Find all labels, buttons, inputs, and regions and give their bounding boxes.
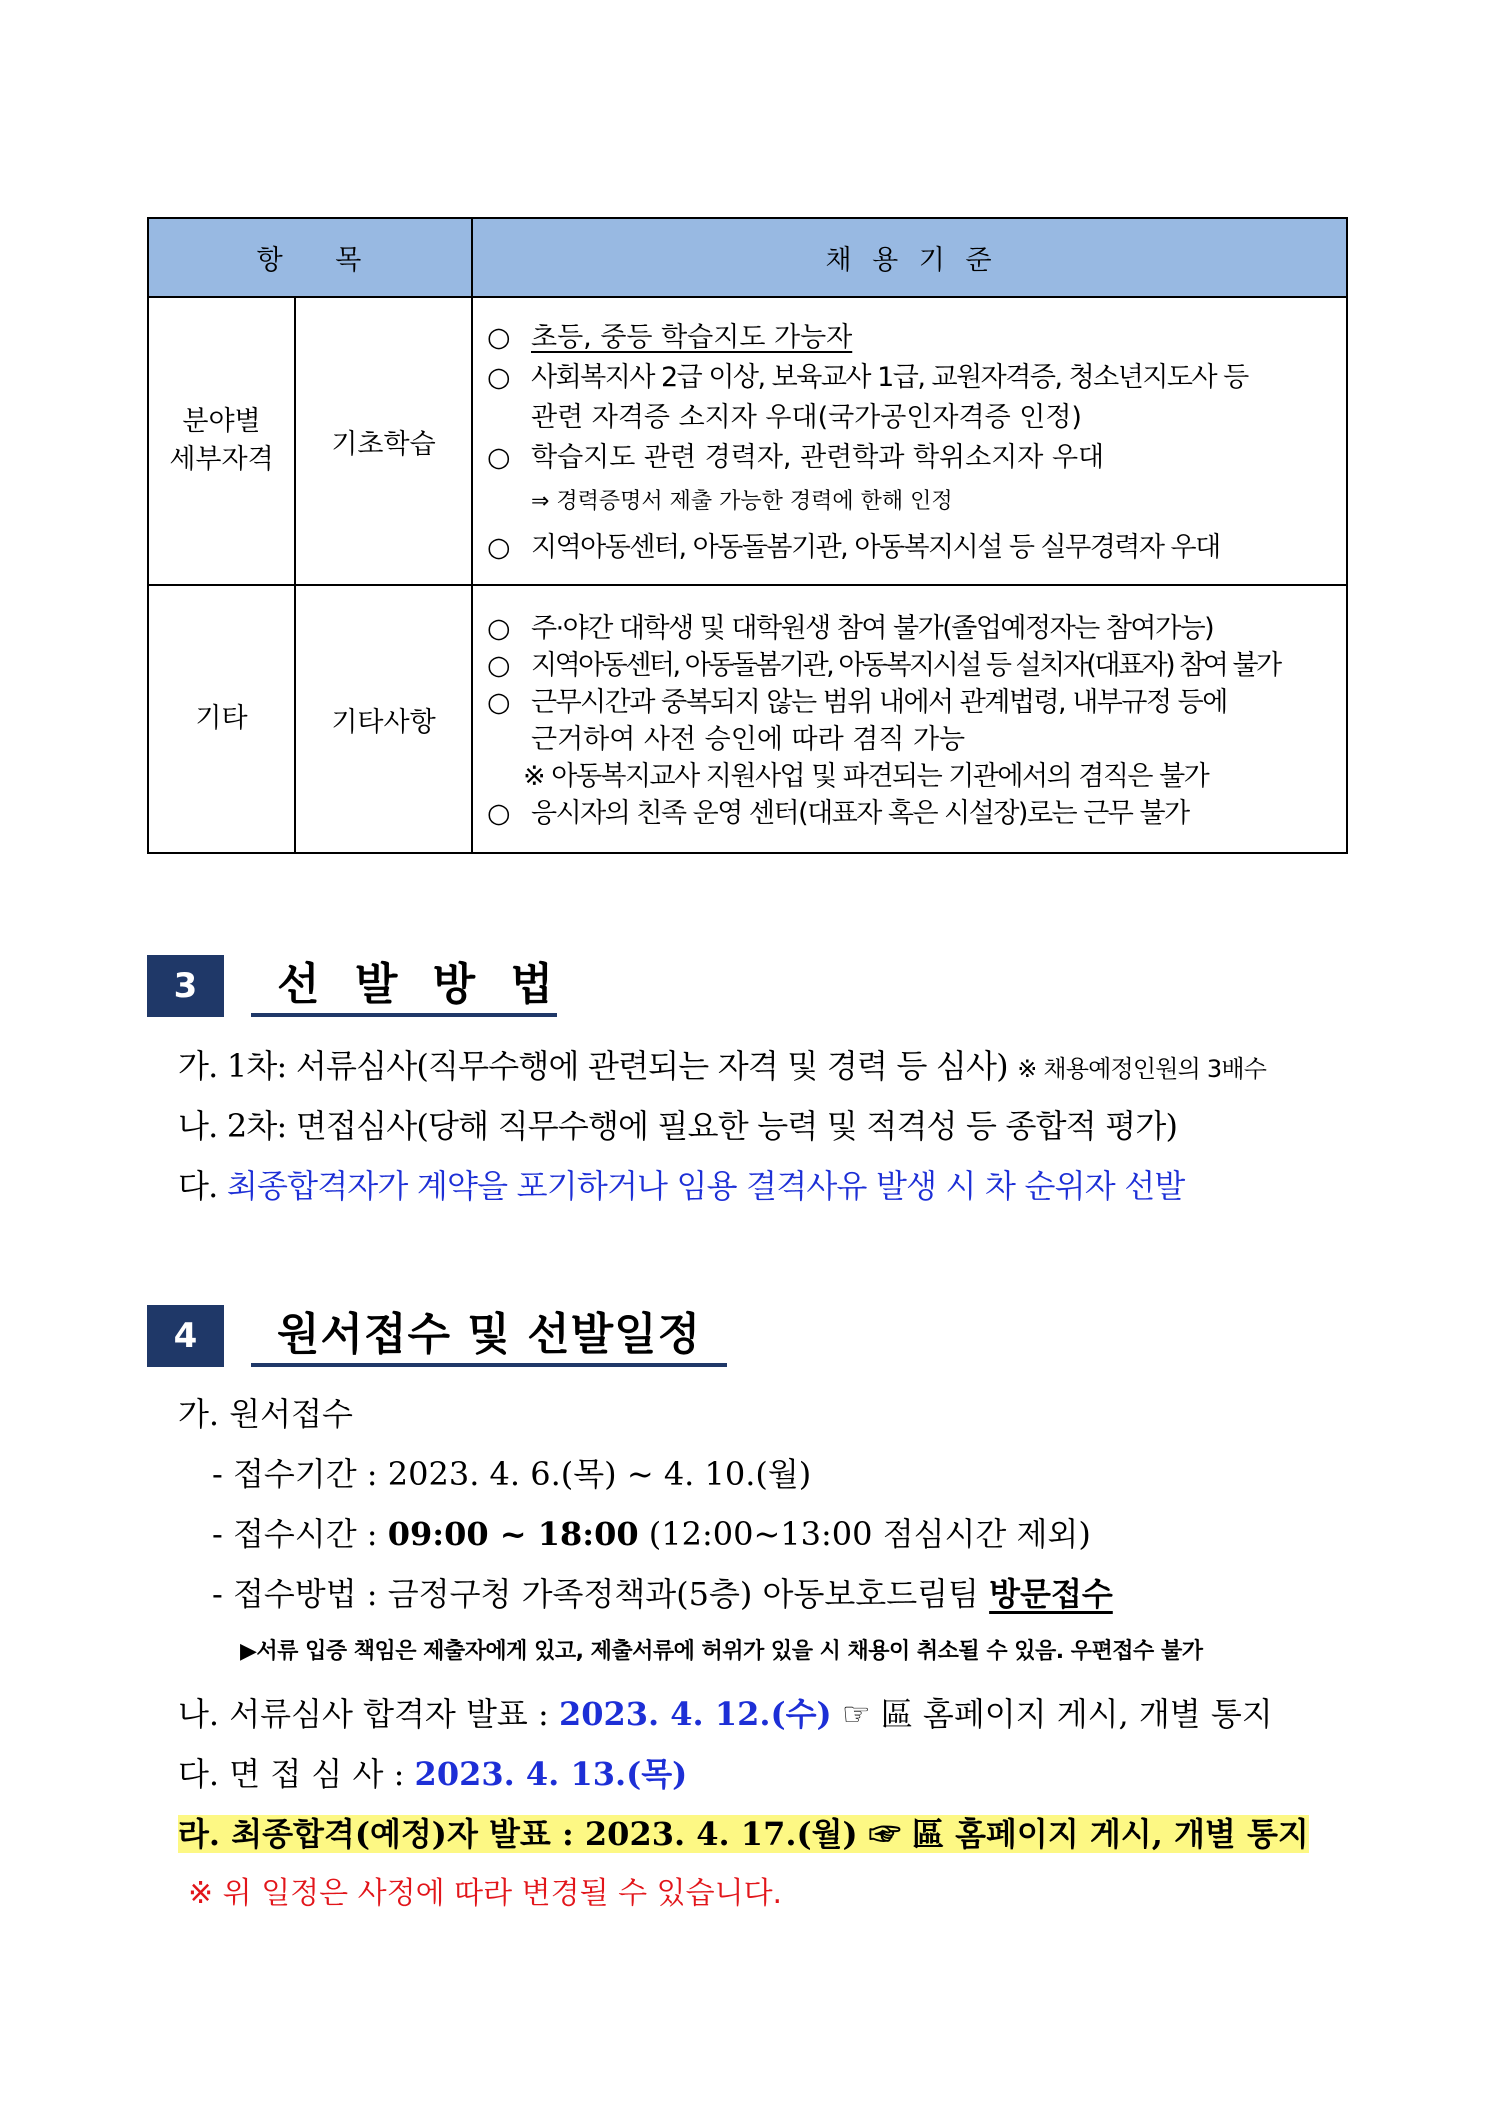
method-value: 금정구청 가족정책과(5층) 아동보호드림팀 [387, 1575, 979, 1613]
list-item [487, 610, 1336, 647]
item-text: 지역아동센터, 아동돌봄기관, 아동복지시설 등 실무경력자 우대 [531, 532, 1220, 563]
subcategory-cell: 기타사항 [295, 585, 472, 853]
time-extra: (12:00~13:00 점심시간 제외) [648, 1515, 1091, 1553]
item-text: 주·야간 대학생 및 대학원생 참여 불가(졸업예정자는 참여가능) [531, 613, 1214, 644]
c-prefix: 다. 면 접 심 사 : [178, 1755, 405, 1793]
item-text: 근무시간과 중복되지 않는 범위 내에서 관계법령, 내부규정 등에 [531, 687, 1227, 718]
table-header-row [148, 218, 1347, 297]
section-underline [251, 1013, 557, 1017]
item-note: ⇒ 경력증명서 제출 가능한 경력에 한해 인정 [531, 489, 953, 514]
circle-bullet-icon: ○ [487, 322, 511, 353]
section-header-4 [147, 1305, 727, 1367]
submission-warning: ▶서류 입증 책임은 제출자에게 있고, 제출서류에 허위가 있을 시 채용이 취소될 수 있음. 우편접수 불가 [240, 1639, 1203, 1664]
period-value: 2023. 4. 6.(목) ~ 4. 10.(월) [387, 1455, 812, 1493]
item-text: 응시자의 친족 운영 센터(대표자 혹은 시설장)로는 근무 불가 [531, 798, 1189, 829]
d-highlight: 라. 최종합격(예정)자 발표 : 2023. 4. 17.(월) ☞ 區 홈페이지 게시, 개별 통지 [178, 1815, 1309, 1853]
schedule-time [212, 1510, 1091, 1558]
category-cell: 기타 [148, 585, 295, 853]
circle-bullet-icon: ○ [487, 687, 511, 718]
circle-bullet-icon: ○ [487, 532, 511, 563]
subcategory-cell: 기초학습 [295, 297, 472, 585]
circle-bullet-icon: ○ [487, 442, 511, 473]
period-label: - 접수기간 : [212, 1455, 378, 1493]
step-text: 가. 1차: 서류심사(직무수행에 관련되는 자격 및 경력 등 심사) [178, 1047, 1008, 1085]
item-text: 사회복지사 2급 이상, 보육교사 1급, 교원자격증, 청소년지도사 등 [531, 362, 1248, 393]
time-label: - 접수시간 : [212, 1515, 378, 1553]
item-text: 학습지도 관련 경력자, 관련학과 학위소지자 우대 [531, 442, 1105, 473]
table-row [148, 585, 1347, 853]
list-item [487, 318, 1336, 358]
b-date: 2023. 4. 12.(수) [558, 1695, 832, 1733]
selection-step-2: 나. 2차: 면접심사(당해 직무수행에 필요한 능력 및 적격성 등 종합적 평가) [178, 1107, 1178, 1145]
circle-bullet-icon: ○ [487, 613, 511, 644]
schedule-b [178, 1690, 1273, 1738]
schedule-d [178, 1810, 1309, 1858]
method-emphasis: 방문접수 [989, 1575, 1113, 1613]
list-item [487, 358, 1336, 438]
selection-step-1 [178, 1042, 1266, 1093]
schedule-a-title: 가. 원서접수 [178, 1395, 353, 1433]
criteria-list [472, 585, 1347, 853]
item-text: 지역아동센터, 아동돌봄기관, 아동복지시설 등 설치자(대표자) 참여 불가 [531, 650, 1280, 681]
section-number: 3 [147, 955, 224, 1017]
category-cell [148, 297, 295, 585]
step-text: 최종합격자가 계약을 포기하거나 임용 결격사유 발생 시 차 순위자 선발 [226, 1167, 1185, 1205]
section-underline [251, 1363, 727, 1367]
c-date: 2023. 4. 13.(목) [414, 1755, 688, 1793]
selection-step-3 [178, 1162, 1184, 1210]
item-text: 초등, 중등 학습지도 가능자 [531, 322, 853, 353]
schedule-c [178, 1750, 687, 1798]
item-note: ※ 아동복지교사 지원사업 및 파견되는 기관에서의 겸직은 불가 [523, 761, 1209, 792]
schedule-method [212, 1570, 1113, 1618]
hiring-criteria-table [147, 217, 1348, 854]
header-criteria: 채 용 기 준 [472, 218, 1347, 297]
category-line: 분야별 [182, 406, 261, 437]
step-note: ※ 채용예정인원의 3배수 [1017, 1055, 1267, 1083]
circle-bullet-icon: ○ [487, 362, 511, 393]
b-prefix: 나. 서류심사 합격자 발표 : [178, 1695, 549, 1733]
step-prefix: 다. [178, 1167, 218, 1205]
method-label: - 접수방법 : [212, 1575, 378, 1613]
schedule-period [212, 1450, 811, 1498]
item-text: 관련 자격증 소지자 우대(국가공인자격증 인정) [531, 402, 1082, 433]
time-value: 09:00 ~ 18:00 [387, 1515, 639, 1553]
list-item [487, 684, 1336, 758]
criteria-list [472, 297, 1347, 585]
section-title: 선 발 방 법 [277, 959, 563, 1010]
table-row [148, 297, 1347, 585]
section-number: 4 [147, 1305, 224, 1367]
list-item [487, 528, 1336, 568]
schedule-notice: ※ 위 일정은 사정에 따라 변경될 수 있습니다. [188, 1876, 783, 1911]
section-title: 원서접수 및 선발일정 [277, 1309, 702, 1360]
list-item [487, 795, 1336, 832]
category-line: 세부자격 [169, 444, 274, 475]
b-suffix: ☞ 區 홈페이지 게시, 개별 통지 [841, 1695, 1273, 1733]
header-item: 항 목 [148, 218, 472, 297]
section-header-3 [147, 955, 563, 1017]
list-item [487, 438, 1336, 478]
list-item [487, 647, 1336, 684]
circle-bullet-icon: ○ [487, 798, 511, 829]
item-text: 근거하여 사전 승인에 따라 겸직 가능 [531, 724, 966, 755]
circle-bullet-icon: ○ [487, 650, 511, 681]
